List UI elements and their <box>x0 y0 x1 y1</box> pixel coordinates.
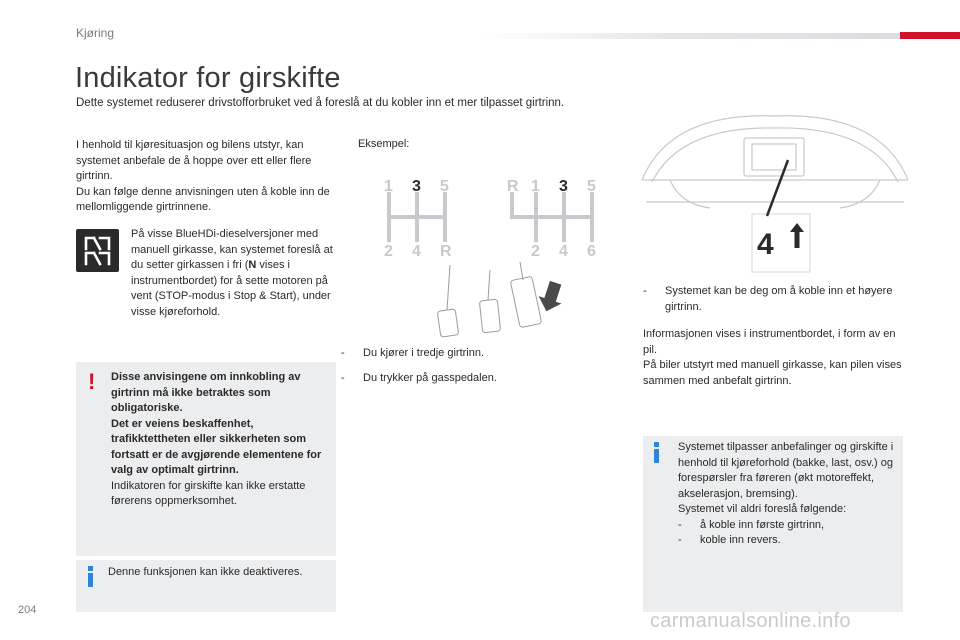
warning-bold-1: Disse anvisingene om innkobling av girtrinn må ikke betraktes som obligatoriske. <box>111 371 301 414</box>
gear5-top-5: 5 <box>440 178 449 195</box>
warning-normal: Indikatoren for girskifte kan ikke erstatte førerens oppmerksomhet. <box>111 479 306 507</box>
column3-paragraph-1: Informasjonen vises i instrumentbordet, i form av en pil. <box>643 328 896 356</box>
gear5-top-3: 3 <box>412 178 421 195</box>
column3-paragraph-2: På biler utstyrt med manuell girkasse, kan pilen vises sammen med anbefalt girtrinn. <box>643 359 902 387</box>
column3-text <box>643 327 908 389</box>
page-number: 204 <box>18 604 37 616</box>
gear6-top-5: 5 <box>587 178 596 195</box>
gear6-top-1: 1 <box>531 178 540 195</box>
header-red-accent <box>900 32 960 39</box>
gear6-top-3: 3 <box>559 178 568 195</box>
list-item <box>678 533 898 549</box>
column1-paragraph-1: I henhold til kjøresituasjon og bilens utstyr, kan systemet anbefale de å hoppe over ett eller flere girtrinn. <box>76 139 312 182</box>
watermark-logo: carmanualsonline.info <box>650 610 851 632</box>
info-icon <box>651 442 661 464</box>
display-digit: 4 <box>757 228 774 261</box>
gear6-bottom-4: 4 <box>559 243 568 260</box>
bullet-item <box>643 284 903 315</box>
column2-bullets <box>341 346 621 395</box>
info2-list <box>678 518 898 549</box>
gear6-top-r: R <box>507 178 519 195</box>
gearbox-6-speed <box>512 194 592 240</box>
neutral-n-indicator-icon <box>76 229 119 272</box>
bullet-text: Systemet kan be deg om å koble inn et høyere girtrinn. <box>665 285 893 313</box>
header-gradient-bar <box>480 33 960 39</box>
bullet-dash: - <box>678 534 682 546</box>
list-item <box>678 518 898 534</box>
column1-paragraph-2: Du kan følge denne anvisningen uten å koble inn de mellomliggende girtrinnene. <box>76 185 330 213</box>
gear5-bottom-2: 2 <box>384 243 393 260</box>
neutral-note-before: På visse BlueHDi-dieselversjoner med manuell girkasse, kan systemet foreslå at du setter girkassen i fri ( <box>131 228 333 271</box>
column3-bullet <box>643 284 903 324</box>
info2-line-2: Systemet vil aldri foreslå følgende: <box>678 503 847 515</box>
bullet-item <box>341 371 621 387</box>
bullet-text: Du kjører i tredje girtrinn. <box>363 347 485 359</box>
neutral-note <box>131 227 336 320</box>
bullet-dash: - <box>341 347 345 359</box>
gear5-bottom-4: 4 <box>412 243 421 260</box>
bullet-text: Du trykker på gasspedalen. <box>363 371 497 384</box>
gear5-bottom-r: R <box>440 243 452 260</box>
info2-line-1: Systemet tilpasser anbefalinger og girskifte i henhold til kjøreforhold (bakke, last, osv.) og forespørsler fra føreren (økt motoreffekt, akselerasjon, bremsing). <box>678 441 894 500</box>
gear5-top-1: 1 <box>384 178 393 195</box>
page-title: Indikator for girskifte <box>75 62 341 94</box>
exclamation-icon: ! <box>88 369 96 394</box>
info-text-2 <box>678 440 898 549</box>
instrument-panel-illustration <box>640 112 910 284</box>
info-text-1: Denne funksjonen kan ikke deaktiveres. <box>108 566 303 578</box>
down-arrow-icon <box>535 279 567 315</box>
bullet-dash: - <box>678 518 682 531</box>
neutral-note-after: vises i instrumentbordet) for å sette motoren på vent (STOP-modus i Stop & Start), under visse kjøreforhold. <box>131 259 331 318</box>
intro-text: Dette systemet reduserer drivstofforbruket ved å foreslå at du kobler inn et mer tilpasset girtrinn. <box>76 97 565 109</box>
bullet-item <box>341 346 621 362</box>
pedals <box>437 262 541 337</box>
neutral-note-bold: N <box>248 259 257 271</box>
gear6-bottom-2: 2 <box>531 243 540 260</box>
gear6-bottom-6: 6 <box>587 243 596 260</box>
gear-shift-illustration <box>355 170 630 340</box>
section-label: Kjøring <box>76 26 115 40</box>
column1-text <box>76 138 341 216</box>
gearbox-5-speed <box>389 194 445 240</box>
bullet-text: å koble inn første girtrinn, <box>700 518 825 531</box>
bullet-text: koble inn revers. <box>700 534 781 546</box>
warning-bold-2: Det er veiens beskaffenhet, trafikktettheten eller sikkerheten som fortsatt er de avgjørende elementene for valg av optimalt girtrinn. <box>111 417 322 476</box>
warning-text <box>111 370 333 510</box>
bullet-dash: - <box>643 285 647 297</box>
bullet-dash: - <box>341 371 345 384</box>
example-label: Eksempel: <box>358 138 410 150</box>
info-icon <box>85 566 95 588</box>
